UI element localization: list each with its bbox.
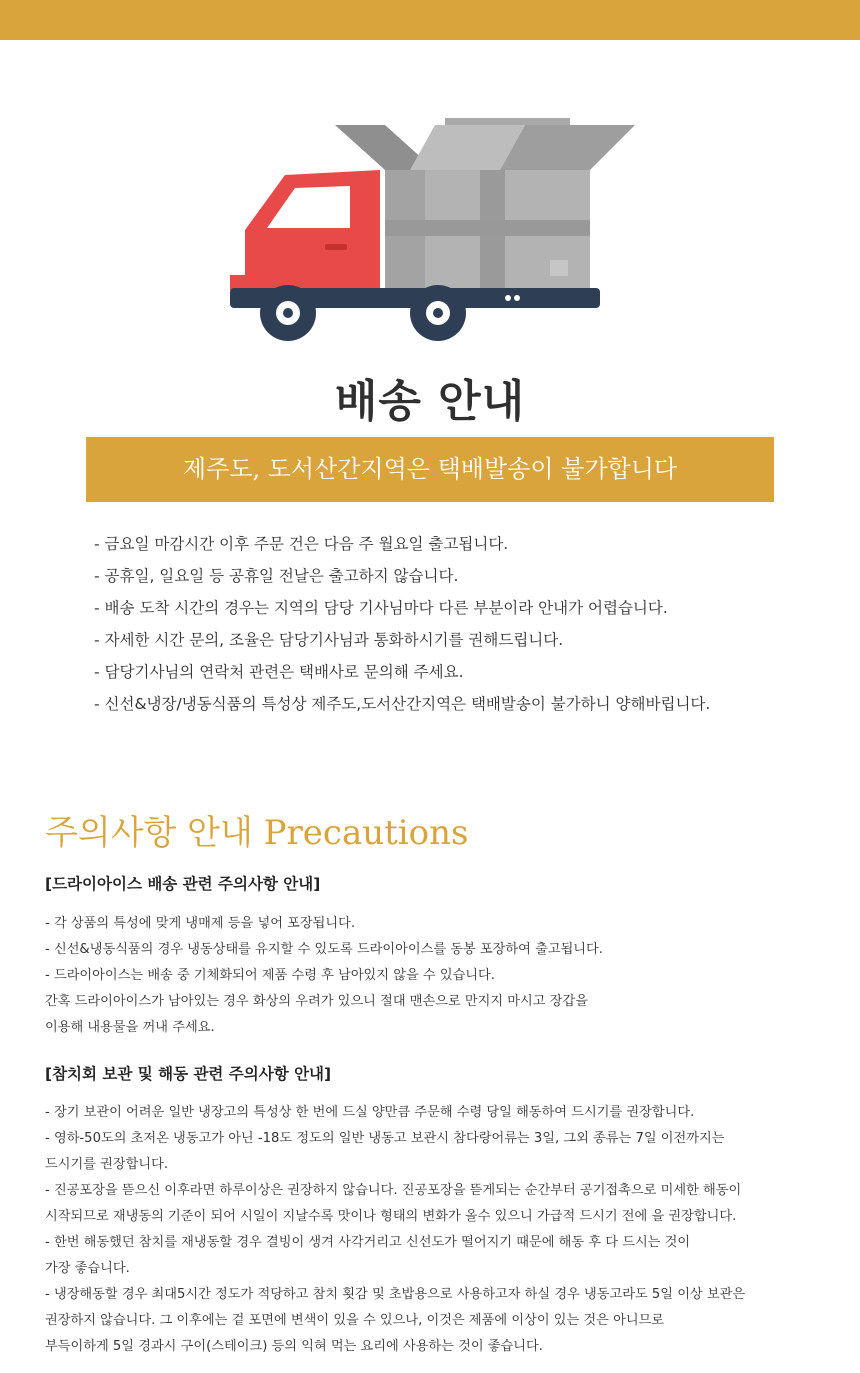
dry-ice-heading: [드라이아이스 배송 관련 주의사항 안내] bbox=[45, 875, 321, 893]
tuna-line: - 냉장해동할 경우 최대5시간 정도가 적당하고 참치 횟감 및 초밥용으로 사용하고자 하실 경우 냉동고라도 5일 이상 보관은 bbox=[45, 1287, 746, 1302]
tuna-line: 가장 좋습니다. bbox=[45, 1261, 130, 1276]
shipping-note: - 담당기사님의 연락처 관련은 택배사로 문의해 주세요. bbox=[94, 663, 464, 681]
tuna-line: - 영하-50도의 초저온 냉동고가 아닌 -18도 정도의 일반 냉동고 보관시 참다랑어류는 3일, 그외 종류는 7일 이전까지는 bbox=[45, 1131, 725, 1146]
tuna-line: - 한번 해동했던 참치를 재냉동할 경우 결빙이 생겨 사각거리고 신선도가 떨어지기 때문에 해동 후 다 드시는 것이 bbox=[45, 1235, 691, 1250]
tuna-line: - 진공포장을 뜯으신 이후라면 하루이상은 권장하지 않습니다. 진공포장을 뜯게되는 순간부터 공기접촉으로 미세한 해동이 bbox=[45, 1183, 742, 1198]
tuna-line: 드시기를 권장합니다. bbox=[45, 1157, 169, 1172]
dry-ice-line: - 신선&냉동식품의 경우 냉동상태를 유지할 수 있도록 드라이아이스를 동봉 포장하여 출고됩니다. bbox=[45, 942, 603, 957]
shipping-notes bbox=[94, 528, 710, 720]
shipping-note: - 공휴일, 일요일 등 공휴일 전날은 출고하지 않습니다. bbox=[94, 567, 459, 585]
tuna-line: 권장하지 않습니다. 그 이후에는 겉 포면에 변색이 있을 수 있으나, 이것은 제품에 이상이 있는 것은 아니므로 bbox=[45, 1313, 665, 1328]
shipping-restriction-banner: 제주도, 도서산간지역은 택배발송이 불가합니다 bbox=[86, 437, 774, 502]
tuna-notes bbox=[45, 1100, 745, 1360]
dry-ice-line: 간혹 드라이아이스가 남아있는 경우 화상의 우려가 있으니 절대 맨손으로 만지지 마시고 장갑을 bbox=[45, 994, 588, 1009]
tuna-line: 시작되므로 재냉동의 기준이 되어 시일이 지날수록 맛이나 형태의 변화가 올수 있으니 가급적 드시기 전에 을 권장합니다. bbox=[45, 1209, 737, 1224]
tuna-line: 부득이하게 5일 경과시 구이(스테이크) 등의 익혀 먹는 요리에 사용하는 것이 좋습니다. bbox=[45, 1339, 543, 1354]
top-accent-bar bbox=[0, 0, 860, 40]
dry-ice-line: 이용해 내용물을 꺼내 주세요. bbox=[45, 1020, 215, 1035]
precautions-title: 주의사항 안내 Precautions bbox=[45, 813, 469, 853]
tuna-heading: [참치회 보관 및 해동 관련 주의사항 안내] bbox=[45, 1065, 332, 1083]
shipping-note: - 신선&냉장/냉동식품의 특성상 제주도,도서산간지역은 택배발송이 불가하니 양해바립니다. bbox=[94, 695, 711, 713]
shipping-note: - 배송 도착 시간의 경우는 지역의 담당 기사님마다 다른 부분이라 안내가 어렵습니다. bbox=[94, 599, 668, 617]
shipping-note: - 자세한 시간 문의, 조율은 담당기사님과 통화하시기를 권해드립니다. bbox=[94, 631, 564, 649]
page-title: 배송 안내 bbox=[334, 376, 526, 427]
tuna-line: - 장기 보관이 어려운 일반 냉장고의 특성상 한 번에 드실 양만큼 주문해 수령 당일 해동하여 드시기를 권장합니다. bbox=[45, 1105, 695, 1120]
dry-ice-line: - 각 상품의 특성에 맞게 냉매제 등을 넣어 포장됩니다. bbox=[45, 916, 356, 931]
dry-ice-notes bbox=[45, 911, 603, 1041]
delivery-truck-icon bbox=[225, 110, 640, 345]
dry-ice-line: - 드라이아이스는 배송 중 기체화되어 제품 수령 후 남아있지 않을 수 있습니다. bbox=[45, 968, 495, 983]
shipping-note: - 금요일 마감시간 이후 주문 건은 다음 주 월요일 출고됩니다. bbox=[94, 535, 509, 553]
